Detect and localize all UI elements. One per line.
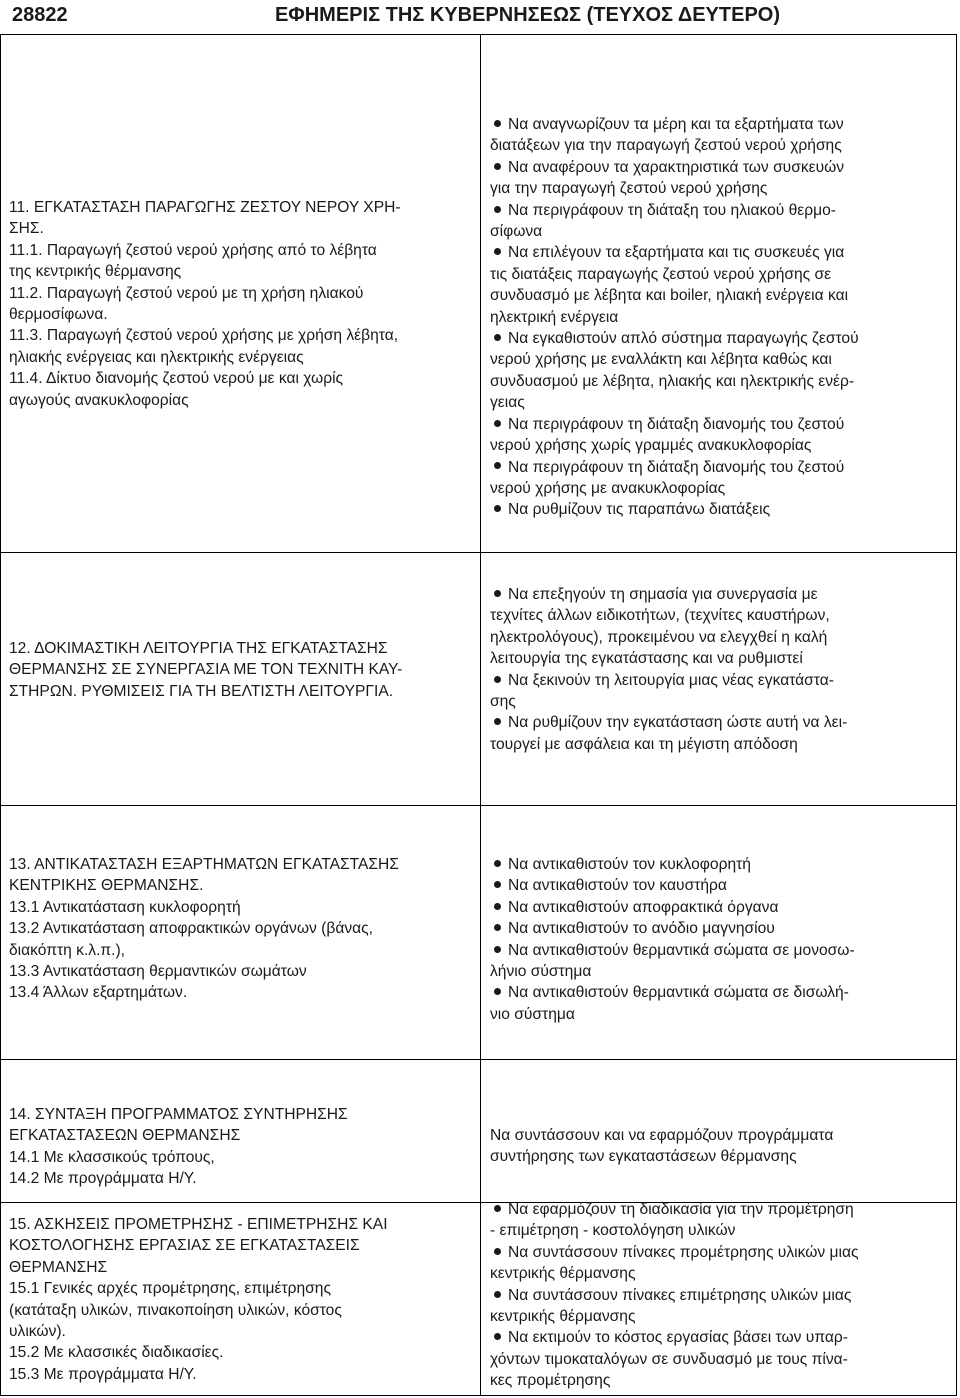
objective-line: Να συντάσσουν πίνακες προμέτρησης υλικών μιας <box>490 1242 950 1263</box>
topic-line: 11.3. Παραγωγή ζεστού νερού χρήσης με χρήση λέβητα, <box>9 327 399 345</box>
column-divider <box>480 553 481 805</box>
objective-line: χόντων τιμοκαταλόγων σε συνδυασμό με τους πίνα- <box>490 1350 848 1368</box>
topic-line: 12. ΔΟΚΙΜΑΣΤΙΚΗ ΛΕΙΤΟΥΡΓΙΑ ΤΗΣ ΕΓΚΑΤΑΣΤΑΣΗΣ <box>9 640 388 657</box>
objective-line: Να αντικαθιστούν θερμαντικά σώματα σε δισωλή- <box>490 982 950 1003</box>
topic-line: 11.2. Παραγωγή ζεστού νερού με τη χρήση ηλιακού <box>9 284 364 302</box>
objective-line: νερού χρήσης με εναλλάκτη και λέβητα καθώς και <box>490 351 832 369</box>
bullet-icon <box>494 163 501 170</box>
objective-line: Να αντικαθιστούν θερμαντικά σώματα σε μονοσω- <box>490 940 950 961</box>
topic-line: ΕΓΚΑΤΑΣΤΑΣΕΩΝ ΘΕΡΜΑΝΣΗΣ <box>9 1127 241 1145</box>
objective-line: κεντρικής θέρμανσης <box>490 1265 636 1283</box>
objective-line: λήνιο σύστημα <box>490 963 592 981</box>
topic-line: ΘΕΡΜΑΝΣΗΣ <box>9 1258 108 1276</box>
topics-cell <box>9 197 471 411</box>
objective-line: Να αντικαθιστούν τον κυκλοφορητή <box>490 854 950 875</box>
topic-line: 15. ΑΣΚΗΣΕΙΣ ΠΡΟΜΕΤΡΗΣΗΣ - ΕΠΙΜΕΤΡΗΣΗΣ ΚΑΙ <box>9 1216 388 1233</box>
bullet-icon <box>494 1248 501 1255</box>
topic-line: ΚΟΣΤΟΛΟΓΗΣΗΣ ΕΡΓΑΣΙΑΣ ΣΕ ΕΓΚΑΤΑΣΤΑΣΕΙΣ <box>9 1237 360 1255</box>
topics-cell <box>9 638 471 702</box>
objective-line: συνδυασμό με λέβητα και boiler, ηλιακή ενέργεια και <box>490 287 849 305</box>
topic-line: (κατάταξη υλικών, πινακοποίηση υλικών, κόστος <box>9 1301 342 1319</box>
objective-line: ηλεκτρολόγους), προκειμένου να ελεγχθεί η καλή <box>490 628 828 646</box>
topic-line: ΘΕΡΜΑΝΣΗΣ ΣΕ ΣΥΝΕΡΓΑΣΙΑ ΜΕ ΤΟΝ ΤΕΧΝΙΤΗ ΚΑΥ- <box>9 661 403 679</box>
bullet-icon <box>494 334 501 341</box>
bullet-icon <box>494 420 501 427</box>
objective-line: Να περιγράφουν τη διάταξη του ηλιακού θερμο- <box>490 200 950 221</box>
topic-line: 13.1 Αντικατάσταση κυκλοφορητή <box>9 898 241 916</box>
topic-line: της κεντρικής θέρμανσης <box>9 263 182 281</box>
objectives-cell <box>490 114 950 521</box>
table-row-12 <box>1 552 956 805</box>
topic-line: θερμοσίφωνα. <box>9 306 108 324</box>
topic-line: 11.4. Δίκτυο διανομής ζεστού νερού με και χωρίς <box>9 370 344 388</box>
topic-line: 13.4 Άλλων εξαρτημάτων. <box>9 984 188 1002</box>
objective-line: τουργεί με ασφάλεια και τη μέγιστη απόδοση <box>490 735 798 753</box>
table-row-15 <box>1 1202 956 1395</box>
bullet-icon <box>494 718 501 725</box>
objective-line: Να αντικαθιστούν το ανόδιο μαγνησίου <box>490 918 950 939</box>
bullet-icon <box>494 946 501 953</box>
objective-line: λειτουργία της εγκατάστασης και να ρυθμιστεί <box>490 650 803 668</box>
column-divider <box>480 35 481 552</box>
objectives-cell <box>490 1199 950 1392</box>
bullet-icon <box>494 505 501 512</box>
objective-line: νιο σύστημα <box>490 1005 575 1023</box>
topic-line: 15.1 Γενικές αρχές προμέτρησης, επιμέτρησης <box>9 1280 331 1298</box>
objective-line: Να αντικαθιστούν τον καυστήρα <box>490 875 950 896</box>
table-row-14 <box>1 1059 956 1202</box>
objective-line: Να ρυθμίζουν τις παραπάνω διατάξεις <box>490 499 950 520</box>
bullet-icon <box>494 248 501 255</box>
objective-line: για την παραγωγή ζεστού νερού χρήσης <box>490 180 768 198</box>
objective-line: σίφωνα <box>490 223 543 241</box>
objective-line: Να συντάσσουν πίνακες επιμέτρησης υλικών μιας <box>490 1285 950 1306</box>
objective-line: Να αντικαθιστούν αποφρακτικά όργανα <box>490 897 950 918</box>
objective-line: Να ξεκινούν τη λειτουργία μιας νέας εγκατάστα- <box>490 670 950 691</box>
objective-line: τις διατάξεις παραγωγής ζεστού νερού χρήσης σε <box>490 265 832 283</box>
topic-line: 11.1. Παραγωγή ζεστού νερού χρήσης από το λέβητα <box>9 241 377 259</box>
objective-line: νερού χρήσης χωρίς γραμμές ανακυκλοφορίας <box>490 437 812 455</box>
objective-line: Να ρυθμίζουν την εγκατάσταση ώστε αυτή να λει- <box>490 712 950 733</box>
bullet-icon <box>494 462 501 469</box>
objective-line: κες προμέτρησης <box>490 1372 611 1390</box>
objective-line: Να εγκαθιστούν απλό σύστημα παραγωγής ζεστού <box>490 328 950 349</box>
bullet-icon <box>494 903 501 910</box>
topic-line: 13. ΑΝΤΙΚΑΤΑΣΤΑΣΗ ΕΞΑΡΤΗΜΑΤΩΝ ΕΓΚΑΤΑΣΤΑΣΗΣ <box>9 856 399 873</box>
objective-line: γειας <box>490 394 525 412</box>
objective-line: Να περιγράφουν τη διάταξη διανομής του ζεστού <box>490 414 950 435</box>
topic-line: 11. ΕΓΚΑΤΑΣΤΑΣΗ ΠΑΡΑΓΩΓΗΣ ΖΕΣΤΟΥ ΝΕΡΟΥ ΧΡΗ- <box>9 199 401 216</box>
objective-line: Να εφαρμόζουν τη διαδικασία για την προμέτρηση <box>490 1199 950 1220</box>
objective-line: Να επιλέγουν τα εξαρτήματα και τις συσκευές για <box>490 242 950 263</box>
topic-line: αγωγούς ανακυκλοφορίας <box>9 391 189 409</box>
objective-line: τεχνίτες άλλων ειδικοτήτων, (τεχνίτες καυστήρων, <box>490 607 830 625</box>
topic-line: 15.2 Με κλασσικές διαδικασίες. <box>9 1344 224 1362</box>
objective-line: Να περιγράφουν τη διάταξη διανομής του ζεστού <box>490 457 950 478</box>
topic-line: διακόπτη κ.λ.π.), <box>9 941 126 959</box>
topics-cell <box>9 1214 471 1385</box>
objective-line: διατάξεων για την παραγωγή ζεστού νερού χρήσης <box>490 137 842 155</box>
column-divider <box>480 806 481 1059</box>
objective-line: νερού χρήσης με ανακυκλοφορίας <box>490 479 726 497</box>
topic-line: 13.3 Αντικατάσταση θερμαντικών σωμάτων <box>9 963 307 981</box>
topic-line: ΣΗΣ. <box>9 220 44 238</box>
topic-line: 13.2 Αντικατάσταση αποφρακτικών οργάνων (βάνας, <box>9 920 373 938</box>
curriculum-table <box>0 34 957 1396</box>
bullet-icon <box>494 206 501 213</box>
bullet-icon <box>494 1205 501 1212</box>
topic-line: ΣΤΗΡΩΝ. ΡΥΘΜΙΣΕΙΣ ΓΙΑ ΤΗ ΒΕΛΤΙΣΤΗ ΛΕΙΤΟΥΡΓΙΑ. <box>9 682 394 700</box>
objective-line: σης <box>490 693 516 711</box>
objective-line: - επιμέτρηση - κοστολόγηση υλικών <box>490 1222 736 1240</box>
objective-line: Να αναγνωρίζουν τα μέρη και τα εξαρτήματα των <box>490 114 950 135</box>
table-row-11 <box>1 35 956 552</box>
gazette-title: ΕΦΗΜΕΡΙΣ ΤΗΣ ΚΥΒΕΡΝΗΣΕΩΣ (ΤΕΥΧΟΣ ΔΕΥΤΕΡΟ) <box>274 4 781 26</box>
objective-line: κεντρικής θέρμανσης <box>490 1308 636 1326</box>
objectives-cell <box>490 1125 950 1168</box>
page-number: 28822 <box>12 4 68 26</box>
bullet-icon <box>494 924 501 931</box>
objective-line: Να επεξηγούν τη σημασία για συνεργασία με <box>490 584 950 605</box>
objective-line: Να αναφέρουν τα χαρακτηριστικά των συσκευών <box>490 157 950 178</box>
objectives-cell <box>490 584 950 755</box>
bullet-icon <box>494 590 501 597</box>
column-divider <box>480 1203 481 1395</box>
bullet-icon <box>494 1291 501 1298</box>
topic-line: 14.2 Με προγράμματα Η/Υ. <box>9 1170 197 1188</box>
bullet-icon <box>494 860 501 867</box>
topic-line: 15.3 Με προγράμματα Η/Υ. <box>9 1365 197 1383</box>
topic-line: 14. ΣΥΝΤΑΞΗ ΠΡΟΓΡΑΜΜΑΤΟΣ ΣΥΝΤΗΡΗΣΗΣ <box>9 1106 348 1123</box>
objective-line: συντήρησης των εγκαταστάσεων θέρμανσης <box>490 1148 797 1166</box>
objective-line: ηλεκτρική ενέργεια <box>490 308 619 326</box>
topics-cell <box>9 1104 471 1190</box>
bullet-icon <box>494 1333 501 1340</box>
objective-line: Να εκτιμούν το κόστος εργασίας βάσει των υπαρ- <box>490 1327 950 1348</box>
bullet-icon <box>494 988 501 995</box>
table-row-13 <box>1 805 956 1059</box>
objective-line: Να συντάσσουν και να εφαρμόζουν προγράμματα <box>490 1127 834 1144</box>
objective-line: συνδυασμού με λέβητα, ηλιακής και ηλεκτρικής ενέρ- <box>490 372 855 390</box>
column-divider <box>480 1060 481 1202</box>
topic-line: ΚΕΝΤΡΙΚΗΣ ΘΕΡΜΑΝΣΗΣ. <box>9 877 204 895</box>
topic-line: 14.1 Με κλασσικούς τρόπους, <box>9 1148 215 1166</box>
bullet-icon <box>494 676 501 683</box>
bullet-icon <box>494 881 501 888</box>
objectives-cell <box>490 854 950 1025</box>
topic-line: υλικών). <box>9 1323 66 1341</box>
bullet-icon <box>494 120 501 127</box>
page-header <box>0 0 960 34</box>
topic-line: ηλιακής ενέργειας και ηλεκτρικής ενέργειας <box>9 348 304 366</box>
topics-cell <box>9 854 471 1004</box>
